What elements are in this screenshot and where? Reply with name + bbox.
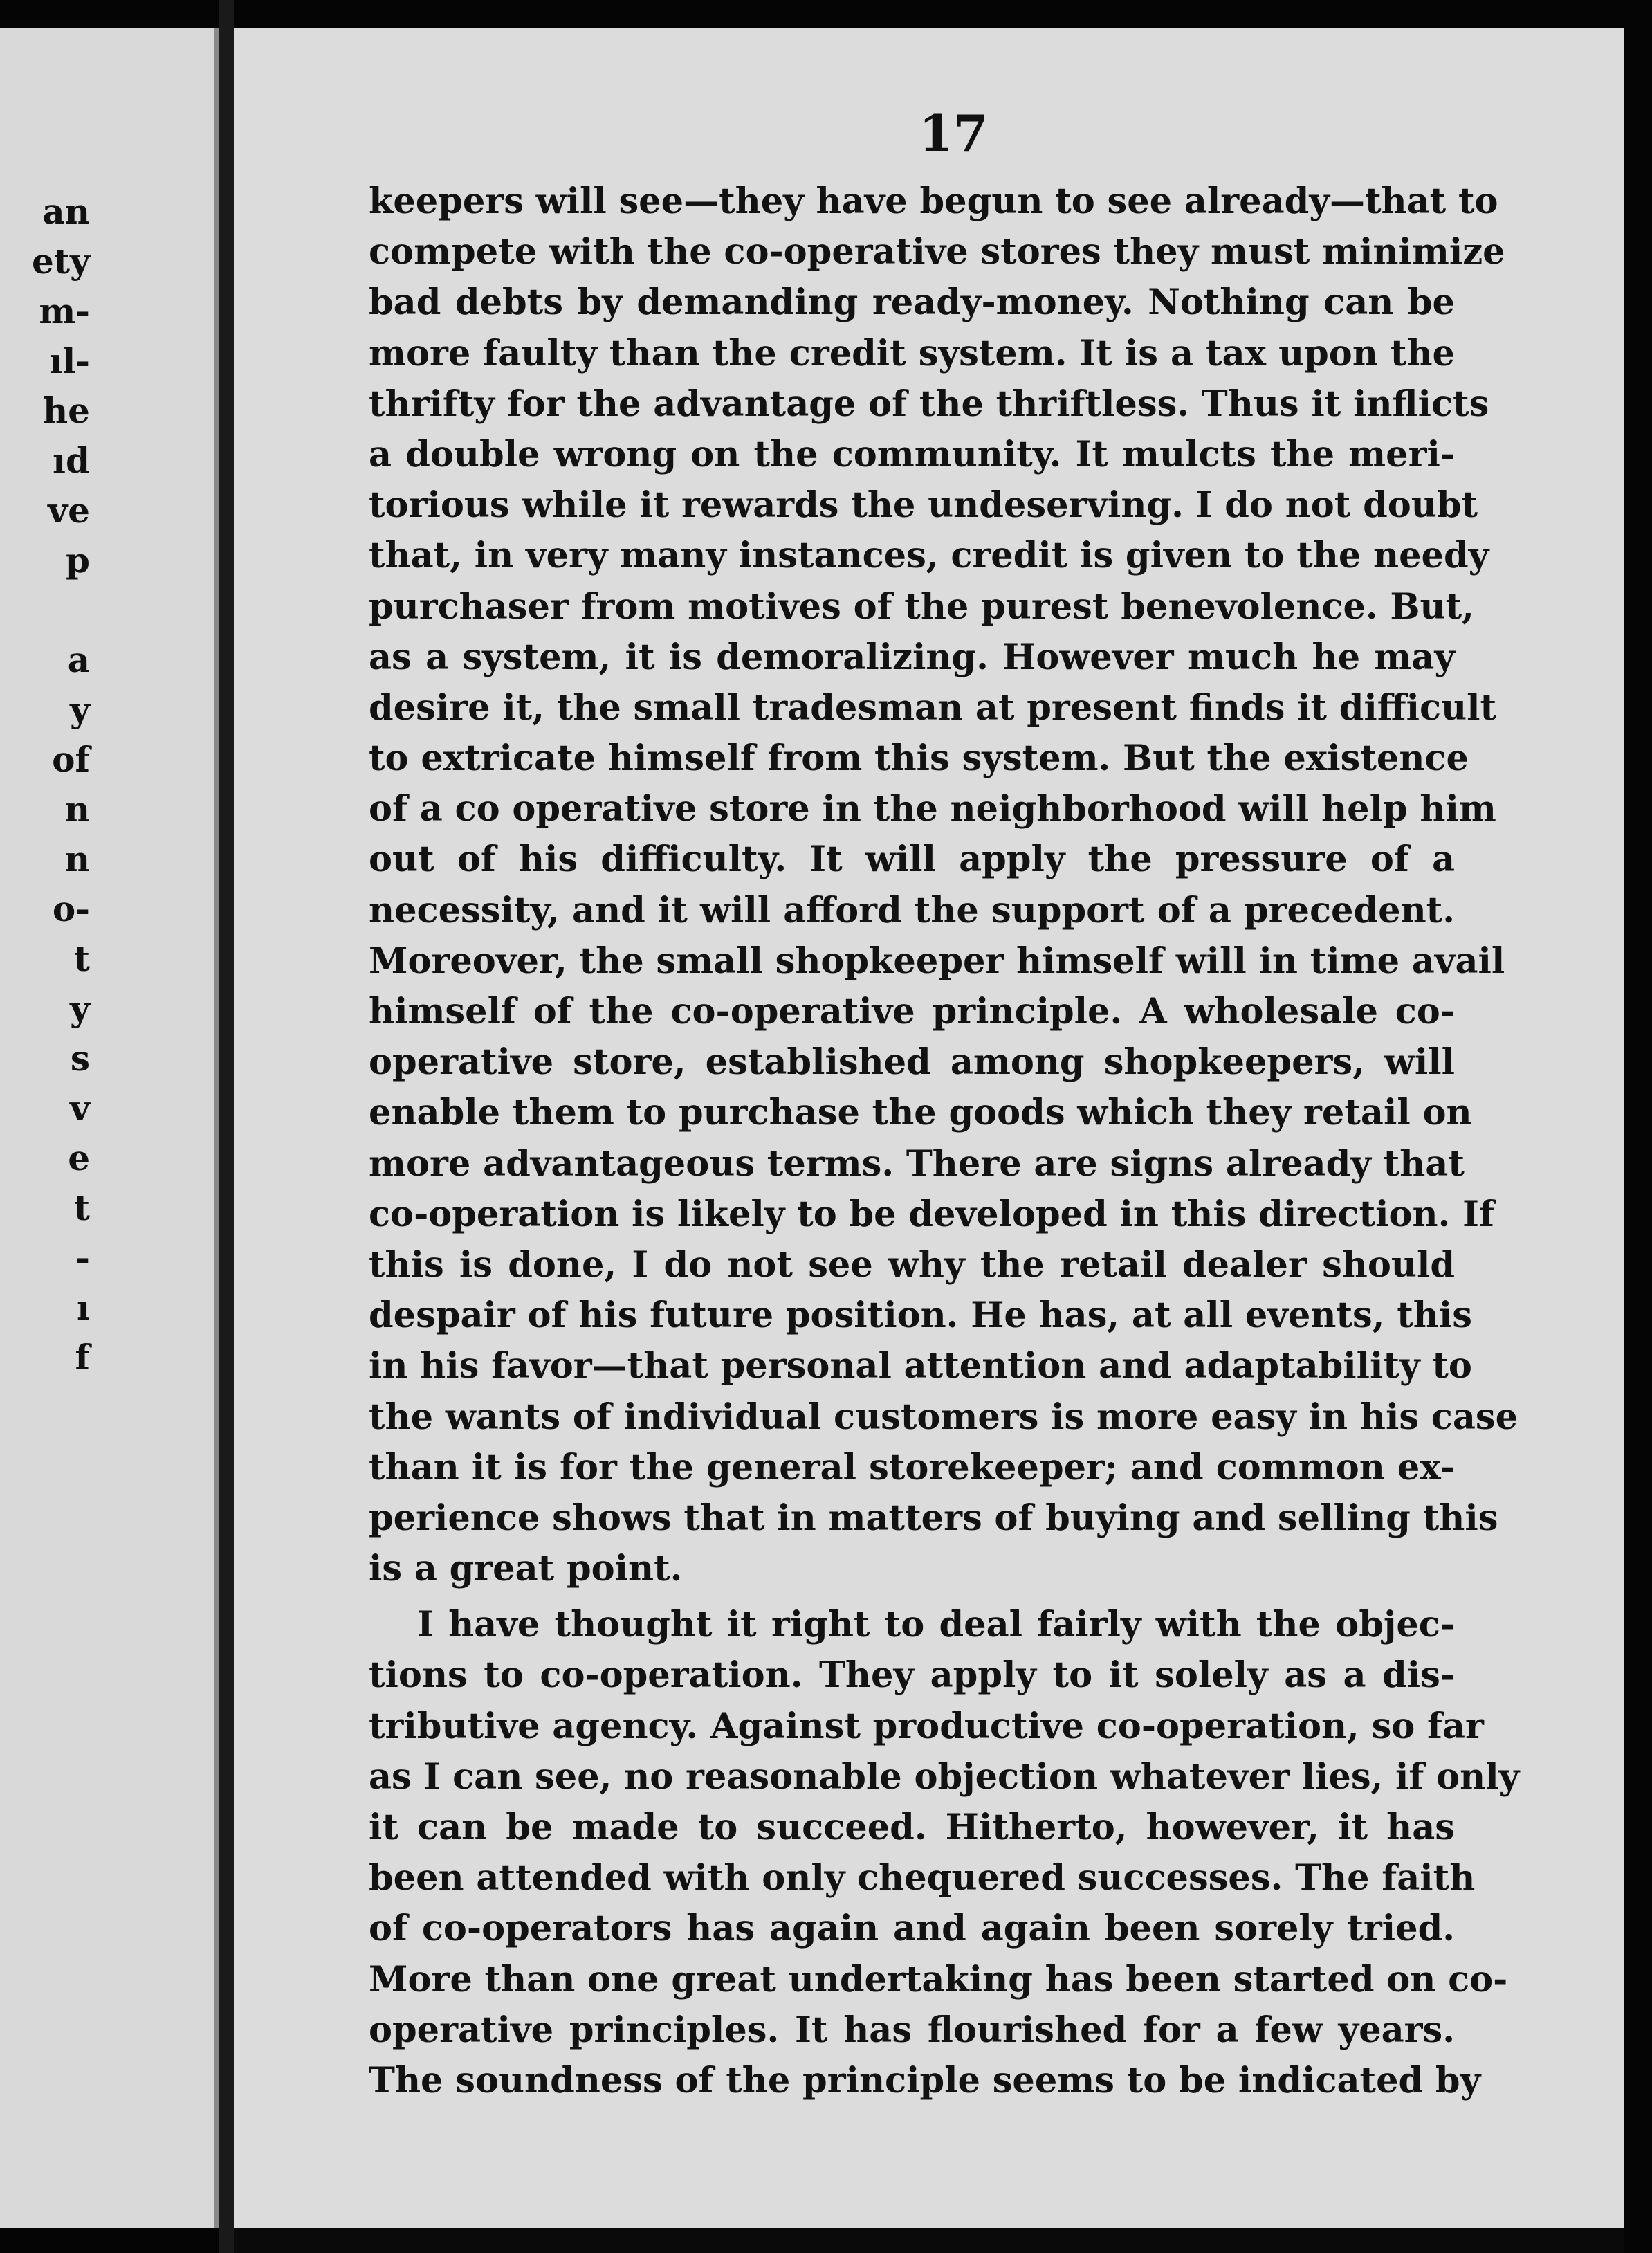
left-page-fragment: e bbox=[68, 1138, 90, 1178]
left-page-fragment: - bbox=[75, 1237, 90, 1278]
paragraph-1-line: this is done, I do not see why the retail dealer should bbox=[369, 1243, 1455, 1286]
paragraph-1-line: more faulty than the credit system. It is a tax upon the bbox=[369, 332, 1455, 374]
paragraph-1-line: the wants of individual customers is more easy in his case bbox=[369, 1396, 1518, 1438]
left-page-fragment: t bbox=[73, 938, 90, 979]
paragraph-1-line: co-operation is likely to be developed in this direction. If bbox=[369, 1193, 1494, 1235]
paragraph-1-line: perience shows that in matters of buying and selling this bbox=[369, 1497, 1498, 1539]
paragraph-2-line: I have thought it right to deal fairly with the objec- bbox=[417, 1604, 1455, 1646]
scan-bottom-edge bbox=[234, 2228, 1624, 2253]
paragraph-2-line: tions to co-operation. They apply to it solely as a dis- bbox=[369, 1654, 1455, 1697]
paragraph-2-line: as I can see, no reasonable objection whatever lies, if only bbox=[369, 1755, 1520, 1798]
paragraph-1-line: as a system, it is demoralizing. However much he may bbox=[369, 636, 1455, 678]
paragraph-1-line: purchaser from motives of the purest benevolence. But, bbox=[369, 585, 1474, 628]
paragraph-1-line: of a co operative store in the neighborhood will help him bbox=[369, 788, 1496, 830]
paragraph-1-line: is a great point. bbox=[369, 1548, 683, 1590]
left-page-fragment: of bbox=[52, 739, 90, 780]
paragraph-1-line: despair of his future position. He has, at all events, this bbox=[369, 1295, 1472, 1337]
paragraph-1-line: necessity, and it will afford the support of a precedent. bbox=[369, 889, 1455, 931]
left-page-fragment: s bbox=[70, 1038, 90, 1079]
paragraph-1-line: more advantageous terms. There are signs already that bbox=[369, 1142, 1465, 1185]
paragraph-1-line: desire it, the small tradesman at present finds it difficult bbox=[369, 686, 1497, 729]
left-page-fragment bbox=[0, 585, 90, 635]
paragraph-1-line: compete with the co-operative stores they must minimize bbox=[369, 231, 1505, 273]
paragraph-2-line: been attended with only chequered successes. The faith bbox=[369, 1857, 1476, 1899]
paragraph-1-line: than it is for the general storekeeper; and common ex- bbox=[369, 1446, 1455, 1488]
paragraph-1-line: thrifty for the advantage of the thriftless. Thus it inflicts bbox=[369, 383, 1489, 425]
right-page bbox=[234, 28, 1624, 2228]
left-page-fragment: m- bbox=[39, 291, 90, 331]
paragraph-1-line: to extricate himself from this system. But the existence bbox=[369, 738, 1469, 780]
left-page-fragment: o- bbox=[52, 888, 90, 929]
left-page-fragment: y bbox=[69, 689, 90, 730]
paragraph-1-line: out of his difficulty. It will apply the pressure of a bbox=[369, 839, 1455, 881]
left-page-fragment: ıl- bbox=[49, 340, 90, 381]
paragraph-1-line: himself of the co-operative principle. A wholesale co- bbox=[369, 991, 1455, 1032]
paragraph-2-line: tributive agency. Against productive co-operation, so far bbox=[369, 1705, 1484, 1747]
paragraph-1-line: enable them to purchase the goods which they retail on bbox=[369, 1092, 1472, 1134]
page-number: 17 bbox=[919, 104, 989, 163]
left-page-fragment: ve bbox=[48, 490, 90, 531]
left-page-fragment: t bbox=[73, 1187, 90, 1228]
left-page-fragment: he bbox=[42, 390, 90, 431]
paragraph-2-line: operative principles. It has flourished for a few years. bbox=[369, 2009, 1455, 2051]
book-gutter bbox=[219, 0, 234, 2253]
left-page-fragment: ıd bbox=[53, 440, 90, 481]
left-page-fragment: y bbox=[69, 988, 90, 1029]
page-body-text bbox=[369, 176, 1520, 2106]
paragraph-1-line: in his favor—that personal attention and adaptability to bbox=[369, 1345, 1472, 1387]
paragraph-1-line: that, in very many instances, credit is given to the needy bbox=[369, 535, 1489, 577]
left-page-fragment: ı bbox=[77, 1287, 90, 1328]
left-page-text-fragments bbox=[0, 187, 90, 1383]
paragraph-1-line: a double wrong on the community. It mulcts the meri- bbox=[369, 433, 1455, 475]
paragraph-2-line: of co-operators has again and again been sorely tried. bbox=[369, 1908, 1455, 1950]
left-page-fragment: n bbox=[64, 789, 90, 830]
left-page-fragment: ety bbox=[32, 241, 90, 282]
left-page-fragment: f bbox=[75, 1337, 90, 1378]
paragraph-1-line: keepers will see—they have begun to see already—that to bbox=[369, 181, 1498, 222]
left-page-fragment: v bbox=[69, 1088, 90, 1129]
paragraph-2-line: The soundness of the principle seems to be indicated by bbox=[369, 2059, 1481, 2101]
paragraph-2-line: it can be made to succeed. Hitherto, however, it has bbox=[369, 1807, 1455, 1848]
left-page-fragment: a bbox=[67, 639, 90, 680]
left-page-fragment: an bbox=[42, 191, 90, 232]
paragraph-1-line: torious while it rewards the undeserving. I do not doubt bbox=[369, 484, 1478, 527]
paragraph-2-line: More than one great undertaking has been started on co- bbox=[369, 1958, 1508, 2000]
paragraph-gap bbox=[369, 1594, 1455, 1600]
paragraph-1-line: bad debts by demanding ready-money. Nothing can be bbox=[369, 282, 1455, 324]
left-facing-page bbox=[0, 28, 219, 2228]
left-page-fragment: n bbox=[64, 839, 90, 879]
paragraph-1-line: Moreover, the small shopkeeper himself will in time avail bbox=[369, 940, 1505, 982]
paragraph-1-line: operative store, established among shopkeepers, will bbox=[369, 1041, 1455, 1084]
left-page-fragment: p bbox=[66, 540, 90, 581]
